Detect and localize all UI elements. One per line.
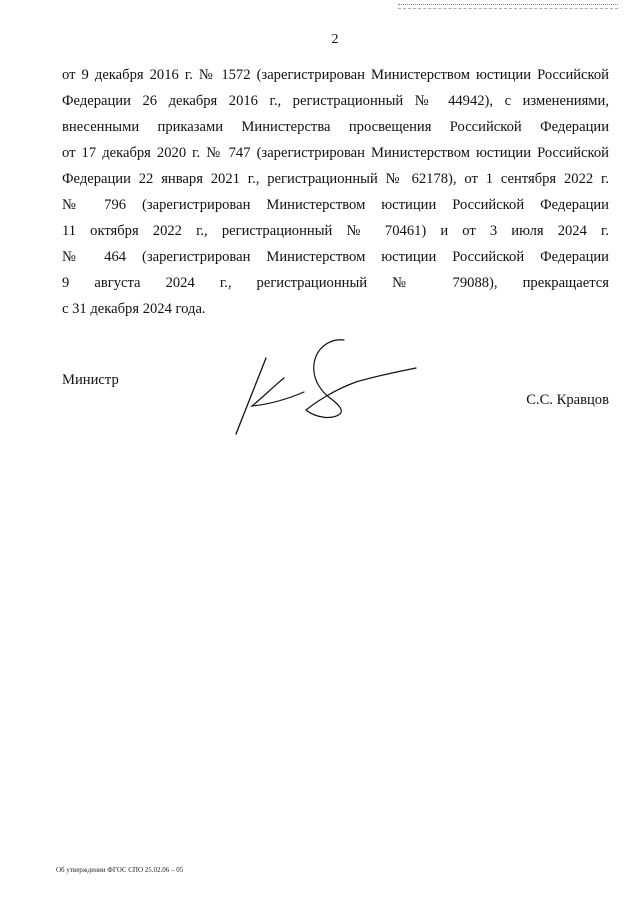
body-line: от 9 декабря 2016 г. № 1572 (зарегистрирован Министерством юстиции Российской <box>62 67 609 83</box>
signer-name: С.С. Кравцов <box>526 392 609 408</box>
body-line: 9 августа 2024 г., регистрационный № 79088), прекращается <box>62 275 609 291</box>
body-line: внесенными приказами Министерства просвещения Российской Федерации <box>62 119 609 135</box>
handwritten-signature <box>226 334 426 438</box>
body-line: Федерации 22 января 2021 г., регистрационный № 62178), от 1 сентября 2022 г. <box>62 171 609 187</box>
signature-stroke <box>252 378 304 406</box>
body-line: от 17 декабря 2020 г. № 747 (зарегистрирован Министерством юстиции Российской <box>62 145 609 161</box>
body-line: с 31 декабря 2024 года. <box>62 301 206 317</box>
footer-note: Об утверждении ФГОС СПО 25.02.06 – 05 <box>56 866 184 874</box>
body-line: 11 октября 2022 г., регистрационный № 70461) и от 3 июля 2024 г. <box>62 223 609 239</box>
signature-stroke <box>306 340 416 418</box>
page-number: 2 <box>331 32 339 47</box>
body-text <box>62 62 609 322</box>
body-line: № 464 (зарегистрирован Министерством юстиции Российской Федерации <box>62 249 609 265</box>
body-line: № 796 (зарегистрирован Министерством юстиции Российской Федерации <box>62 197 609 213</box>
signer-title: Министр <box>62 372 119 388</box>
signature-stroke <box>236 358 266 434</box>
scan-artifact <box>398 4 618 9</box>
body-line: Федерации 26 декабря 2016 г., регистрационный № 44942), с изменениями, <box>62 93 609 109</box>
